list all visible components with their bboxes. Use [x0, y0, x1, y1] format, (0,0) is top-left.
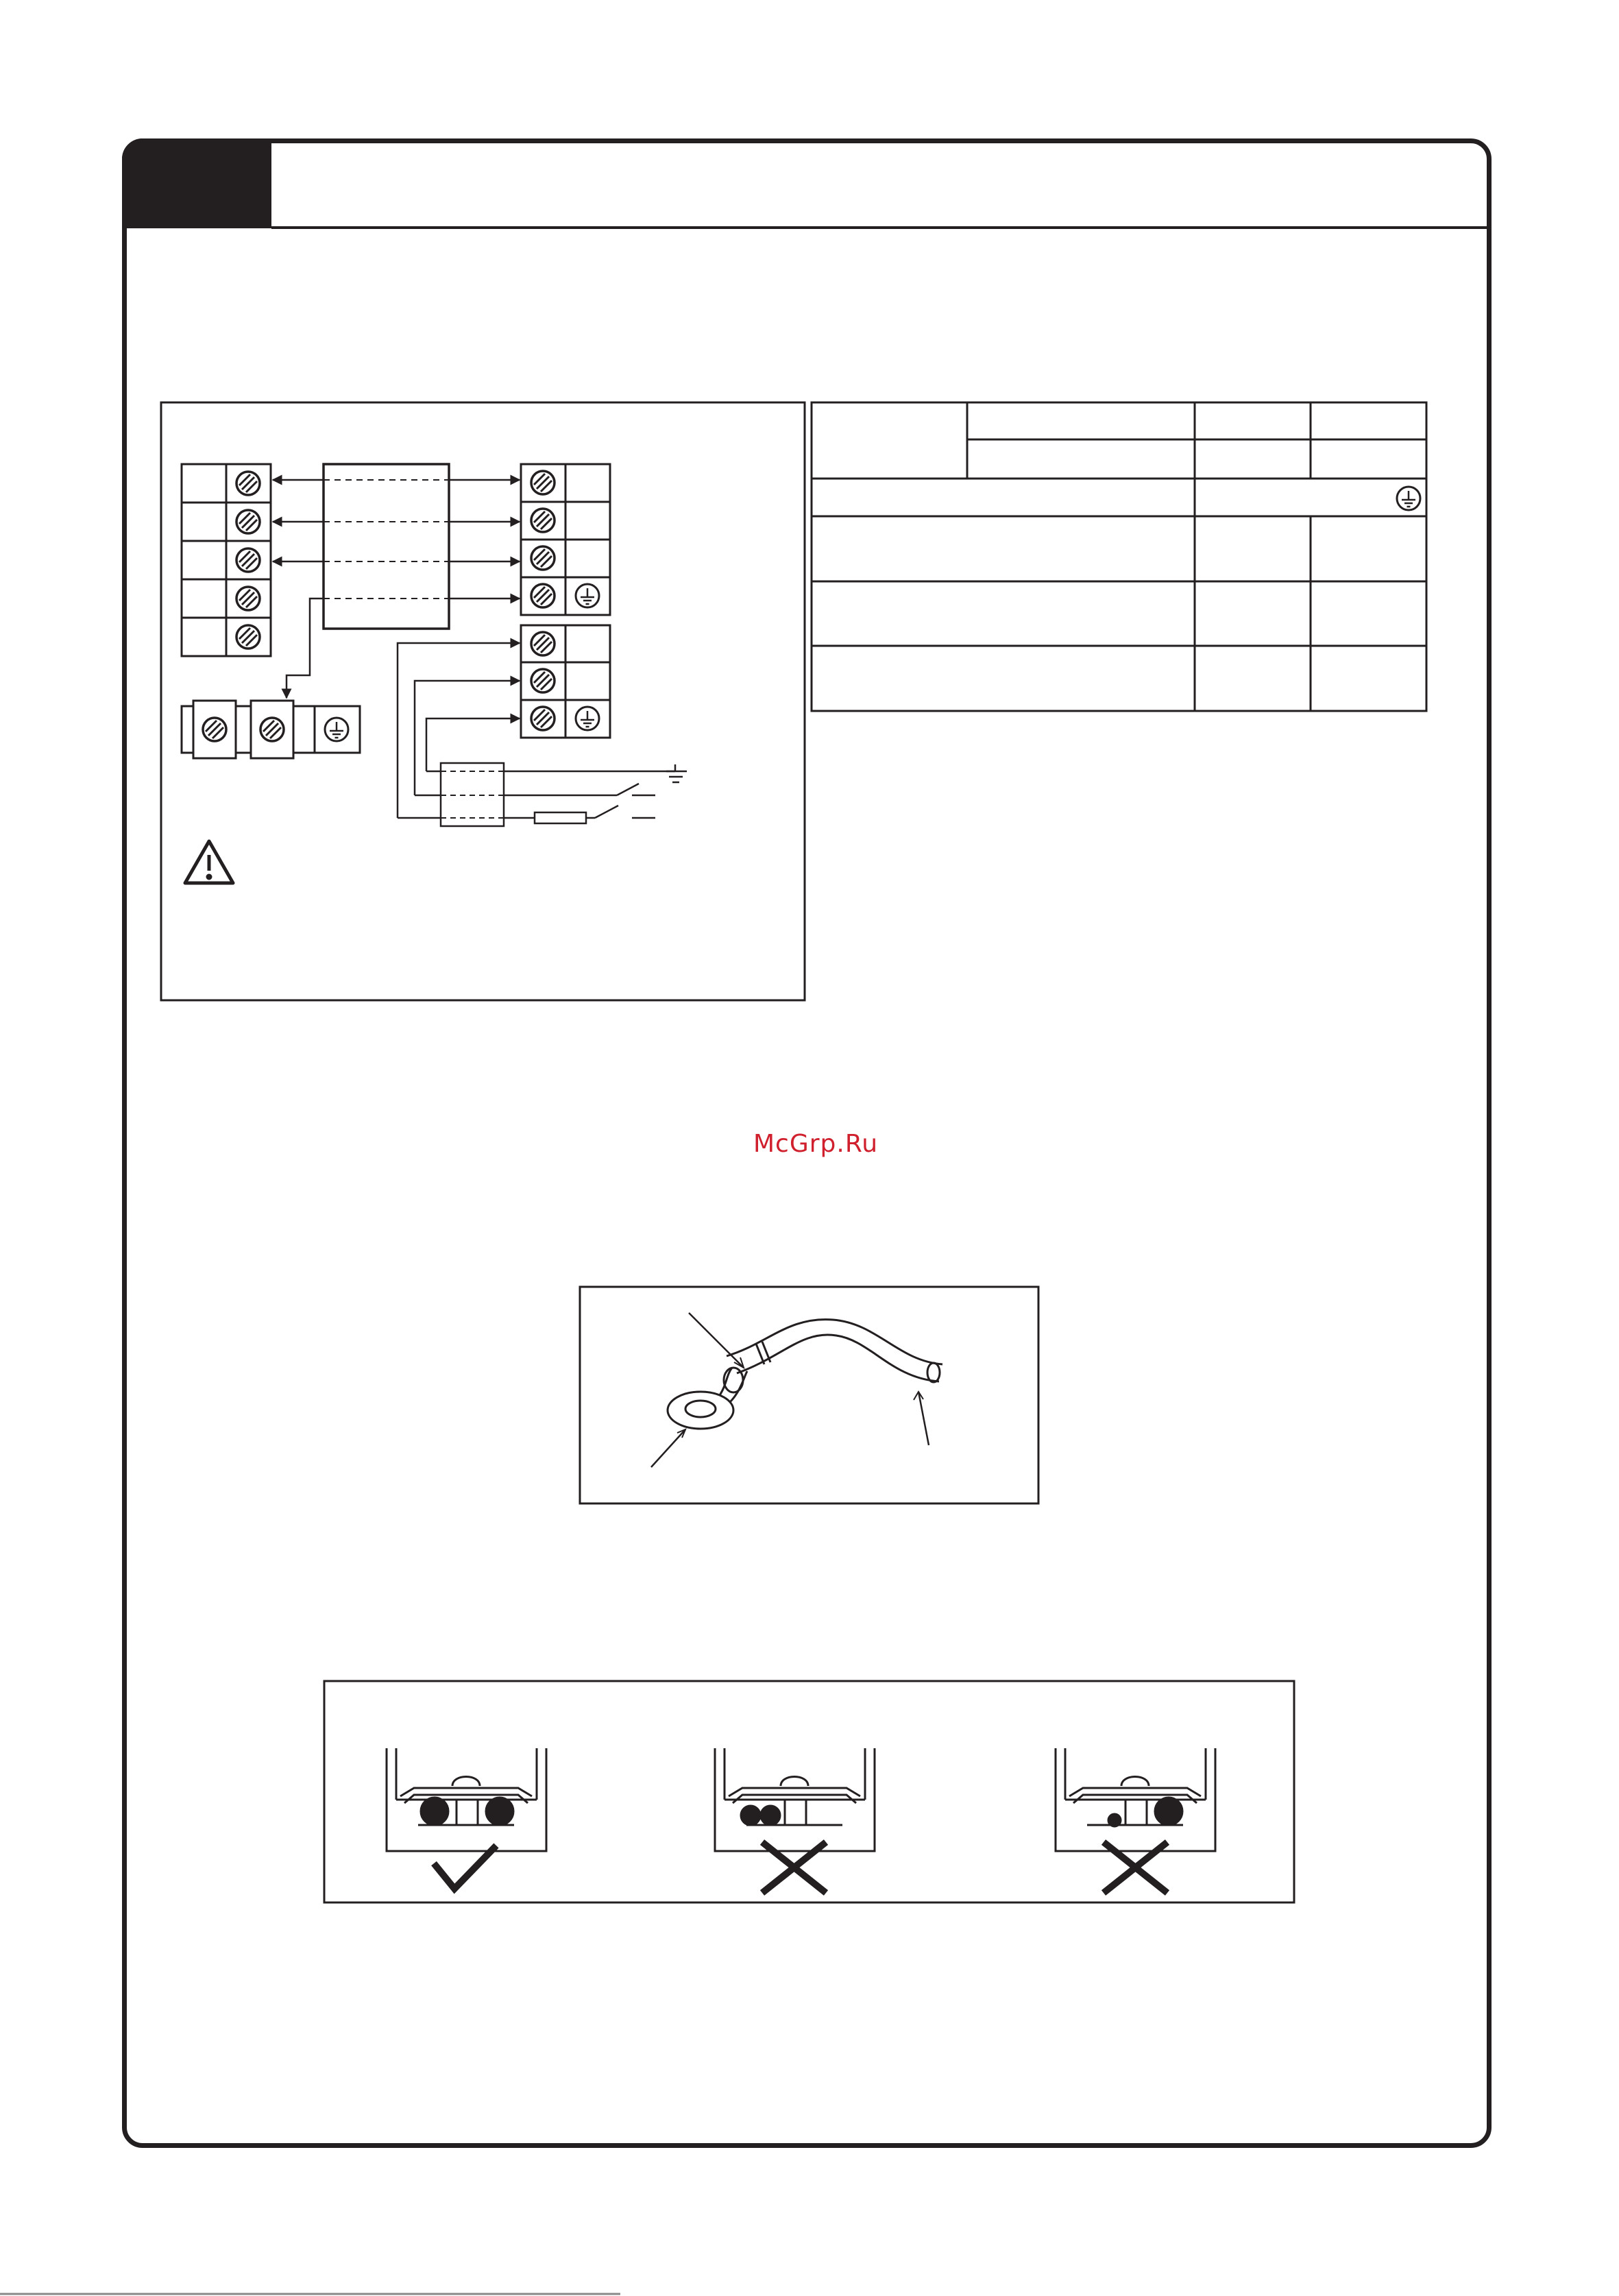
terminal-screw-icon: [236, 472, 260, 495]
earth-ground-icon: [1397, 487, 1420, 510]
terminal-screw-icon: [260, 718, 284, 741]
terminal-screw-icon: [236, 510, 260, 533]
terminal-screw-icon: [531, 509, 555, 532]
terminal-screw-icon: [531, 707, 555, 730]
earth-ground-icon: [576, 584, 599, 607]
terminal-screw-icon: [531, 471, 555, 494]
earth-ground-icon: [666, 764, 687, 782]
clamp-example-incorrect-1: [715, 1748, 875, 1851]
terminal-screw-icon: [236, 625, 260, 649]
earth-ground-icon: [325, 718, 348, 741]
warning-triangle-icon: [185, 841, 233, 883]
terminal-screw-icon: [203, 718, 226, 741]
terminal-screw-icon: [531, 669, 555, 692]
terminal-screw-icon: [236, 587, 260, 610]
terminal-screw-icon: [236, 548, 260, 572]
wire-clamp-examples: [324, 1681, 1294, 1902]
terminal-screw-icon: [531, 632, 555, 655]
clamp-example-correct: [387, 1748, 546, 1851]
cross-mark-icon: [762, 1842, 826, 1893]
fuse: [535, 812, 586, 823]
watermark-text: McGrp.Ru: [753, 1130, 879, 1158]
spec-table: [812, 402, 1426, 711]
connecting-cable-box: [324, 464, 449, 629]
clamp-example-incorrect-2: [1056, 1748, 1215, 1851]
wiring-diagram: [161, 402, 805, 1000]
cross-mark-icon: [1104, 1842, 1167, 1893]
ring-terminal-figure: [580, 1287, 1038, 1503]
terminal-screw-icon: [531, 546, 555, 570]
terminal-screw-icon: [531, 584, 555, 607]
earth-ground-icon: [576, 707, 599, 730]
